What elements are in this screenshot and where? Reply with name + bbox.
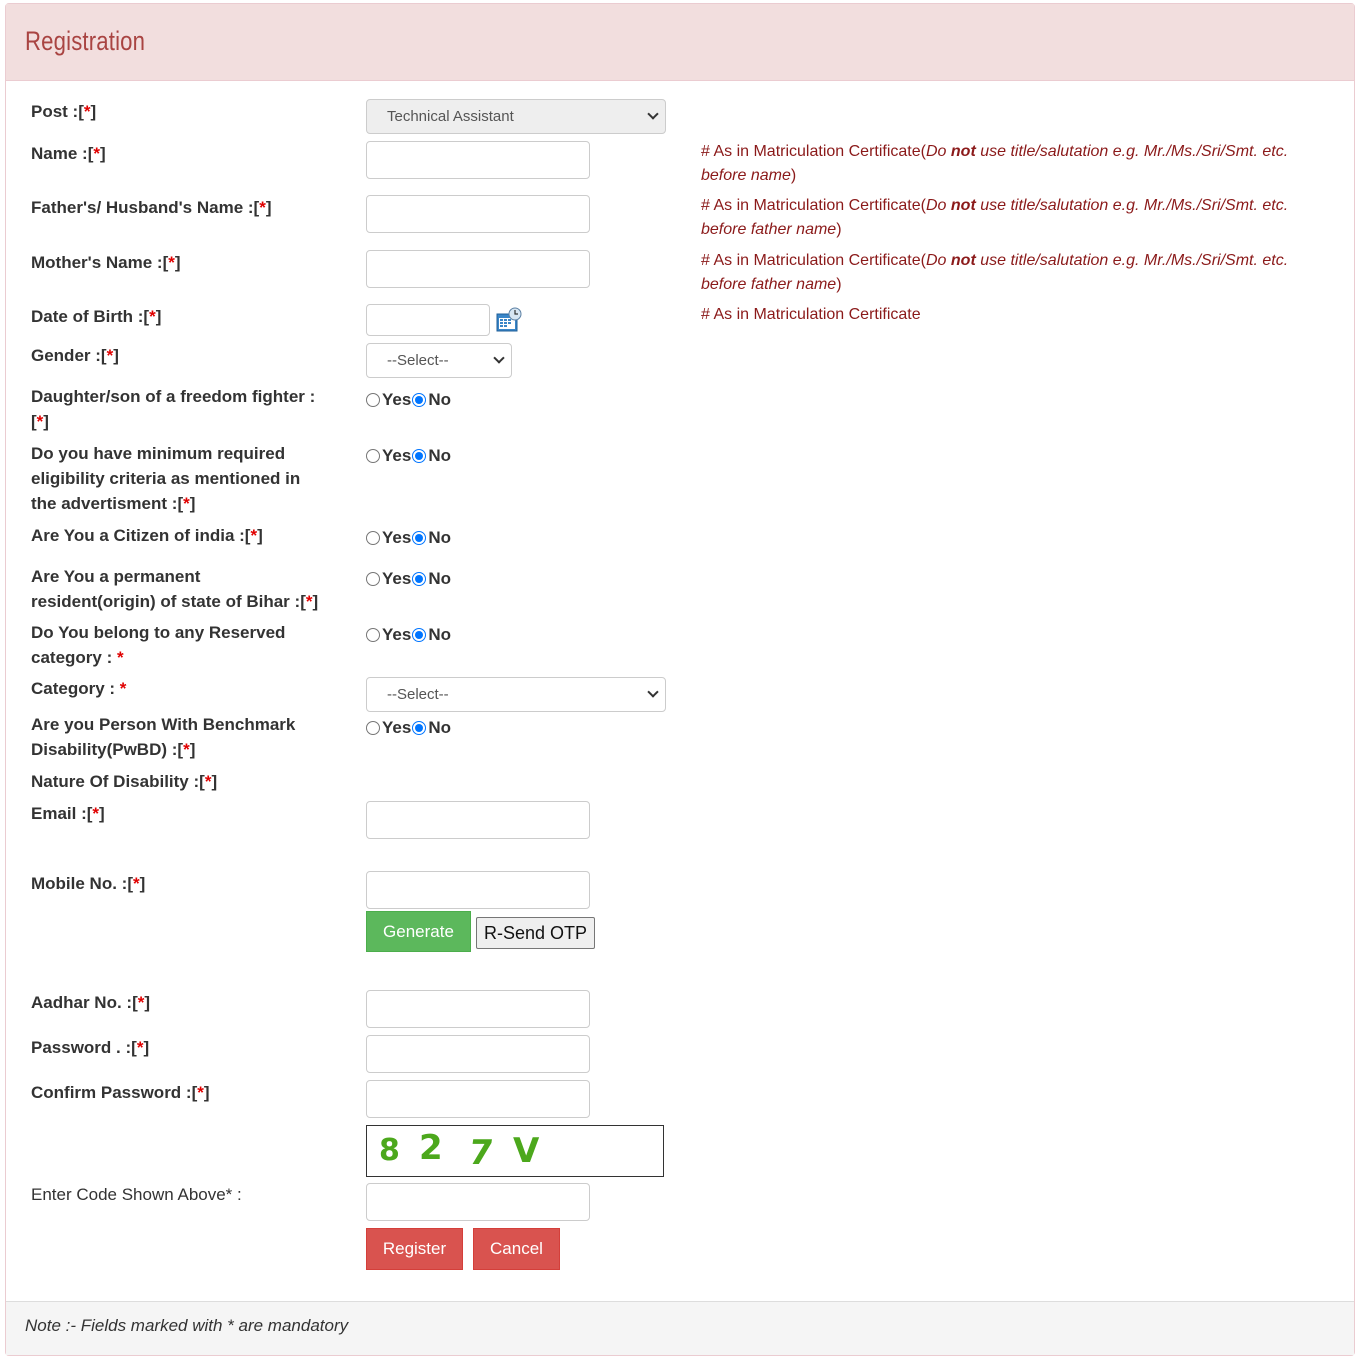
required-marker: [*] xyxy=(132,993,151,1012)
required-marker: [*] xyxy=(31,412,49,431)
captcha-label: Enter Code Shown Above* : xyxy=(31,1185,242,1204)
required-marker: [*] xyxy=(143,307,162,326)
name-hint: # As in Matriculation Certificate(Do not use title/salutation e.g. Mr./Ms./Sri/Smt. etc. before name) xyxy=(701,143,1289,184)
mother-name-label: Mother's Name :[*] xyxy=(31,253,181,272)
mobile-input[interactable] xyxy=(366,871,590,909)
register-button[interactable]: Register xyxy=(366,1228,463,1270)
email-label: Email :[*] xyxy=(31,804,105,823)
citizen-no-radio[interactable] xyxy=(412,531,426,545)
reserved-label: Do You belong to any Reserved category : * xyxy=(31,623,286,667)
password-label: Password . :[*] xyxy=(31,1038,150,1057)
citizen-label: Are You a Citizen of india :[*] xyxy=(31,526,263,545)
eligibility-radios: Yes No xyxy=(366,445,452,467)
reserved-radios: Yes No xyxy=(366,624,452,646)
freedom-fighter-yes-radio[interactable] xyxy=(366,393,380,407)
required-marker: [*] xyxy=(87,144,106,163)
mother-name-input[interactable] xyxy=(366,250,590,288)
pwbd-label: Are you Person With Benchmark Disability(PwBD) :[*] xyxy=(31,715,296,759)
pwbd-radios: Yes No xyxy=(366,717,452,739)
chevron-down-icon xyxy=(647,686,658,697)
name-label: Name :[*] xyxy=(31,144,106,163)
captcha-char: 7 xyxy=(466,1133,496,1173)
required-marker: [*] xyxy=(191,1083,210,1102)
aadhar-input[interactable] xyxy=(366,990,590,1028)
panel-footer xyxy=(6,1301,1354,1355)
mandatory-note: Note :- Fields marked with * are mandatory xyxy=(25,1316,349,1335)
mother-name-hint: # As in Matriculation Certificate(Do not use title/salutation e.g. Mr./Ms./Sri/Smt. etc. before father name) xyxy=(701,252,1289,293)
resident-no-radio[interactable] xyxy=(412,572,426,586)
required-marker: [*] xyxy=(100,346,119,365)
resident-label: Are You a permanent resident(origin) of state of Bihar :[*] xyxy=(31,567,319,611)
reserved-no-radio[interactable] xyxy=(412,628,426,642)
email-input[interactable] xyxy=(366,801,590,839)
freedom-fighter-no-radio[interactable] xyxy=(412,393,426,407)
father-name-input[interactable] xyxy=(366,195,590,233)
citizen-radios: Yes No xyxy=(366,527,452,549)
password-input[interactable] xyxy=(366,1035,590,1073)
dob-input[interactable] xyxy=(366,304,490,336)
disability-label: Nature Of Disability :[*] xyxy=(31,772,218,791)
required-marker: [*] xyxy=(199,772,218,791)
cancel-button[interactable]: Cancel xyxy=(473,1228,560,1270)
category-select[interactable]: --Select-- xyxy=(366,677,666,712)
calendar-icon[interactable] xyxy=(496,307,522,333)
mobile-label: Mobile No. :[*] xyxy=(31,874,146,893)
required-marker: [*] xyxy=(300,592,319,611)
generate-otp-button[interactable]: Generate xyxy=(366,911,471,952)
page-title: Registration xyxy=(25,26,146,56)
confirm-password-label: Confirm Password :[*] xyxy=(31,1083,210,1102)
eligibility-yes-radio[interactable] xyxy=(366,449,380,463)
required-marker: [*] xyxy=(78,102,97,121)
citizen-yes-radio[interactable] xyxy=(366,531,380,545)
required-marker: [*] xyxy=(86,804,105,823)
chevron-down-icon xyxy=(493,352,504,363)
captcha-char: 2 xyxy=(419,1128,443,1168)
eligibility-label: Do you have minimum required eligibility criteria as mentioned in the advertisment :[*] xyxy=(31,444,301,513)
freedom-fighter-label: Daughter/son of a freedom fighter : [*] xyxy=(31,387,316,431)
chevron-down-icon xyxy=(647,108,658,119)
gender-label: Gender :[*] xyxy=(31,346,119,365)
category-label: Category : * xyxy=(31,679,127,698)
required-marker: [*] xyxy=(127,874,146,893)
required-marker: [*] xyxy=(253,198,272,217)
name-input[interactable] xyxy=(366,141,590,179)
pwbd-no-radio[interactable] xyxy=(412,721,426,735)
father-name-hint: # As in Matriculation Certificate(Do not use title/salutation e.g. Mr./Ms./Sri/Smt. etc. before father name) xyxy=(701,197,1289,238)
reserved-yes-radio[interactable] xyxy=(366,628,380,642)
captcha-image xyxy=(366,1125,664,1177)
dob-hint: # As in Matriculation Certificate xyxy=(701,306,921,323)
required-marker: [*] xyxy=(177,494,196,513)
gender-select[interactable]: --Select-- xyxy=(366,343,512,378)
resident-yes-radio[interactable] xyxy=(366,572,380,586)
pwbd-yes-radio[interactable] xyxy=(366,721,380,735)
required-marker: [*] xyxy=(177,740,196,759)
captcha-input[interactable] xyxy=(366,1183,590,1221)
required-marker: [*] xyxy=(244,526,263,545)
aadhar-label: Aadhar No. :[*] xyxy=(31,993,151,1012)
required-marker: [*] xyxy=(131,1038,150,1057)
eligibility-no-radio[interactable] xyxy=(412,449,426,463)
post-label: Post :[*] xyxy=(31,102,97,121)
freedom-fighter-radios: Yes No xyxy=(366,389,452,411)
resident-radios: Yes No xyxy=(366,568,452,590)
resend-otp-button[interactable]: R-Send OTP xyxy=(476,917,595,949)
captcha-char: V xyxy=(513,1131,540,1171)
required-marker: [*] xyxy=(162,253,181,272)
dob-label: Date of Birth :[*] xyxy=(31,307,162,326)
panel-heading xyxy=(6,4,1354,81)
father-name-label: Father's/ Husband's Name :[*] xyxy=(31,198,272,217)
captcha-char: 8 xyxy=(379,1133,400,1168)
post-select[interactable]: Technical Assistant xyxy=(366,99,666,134)
confirm-password-input[interactable] xyxy=(366,1080,590,1118)
